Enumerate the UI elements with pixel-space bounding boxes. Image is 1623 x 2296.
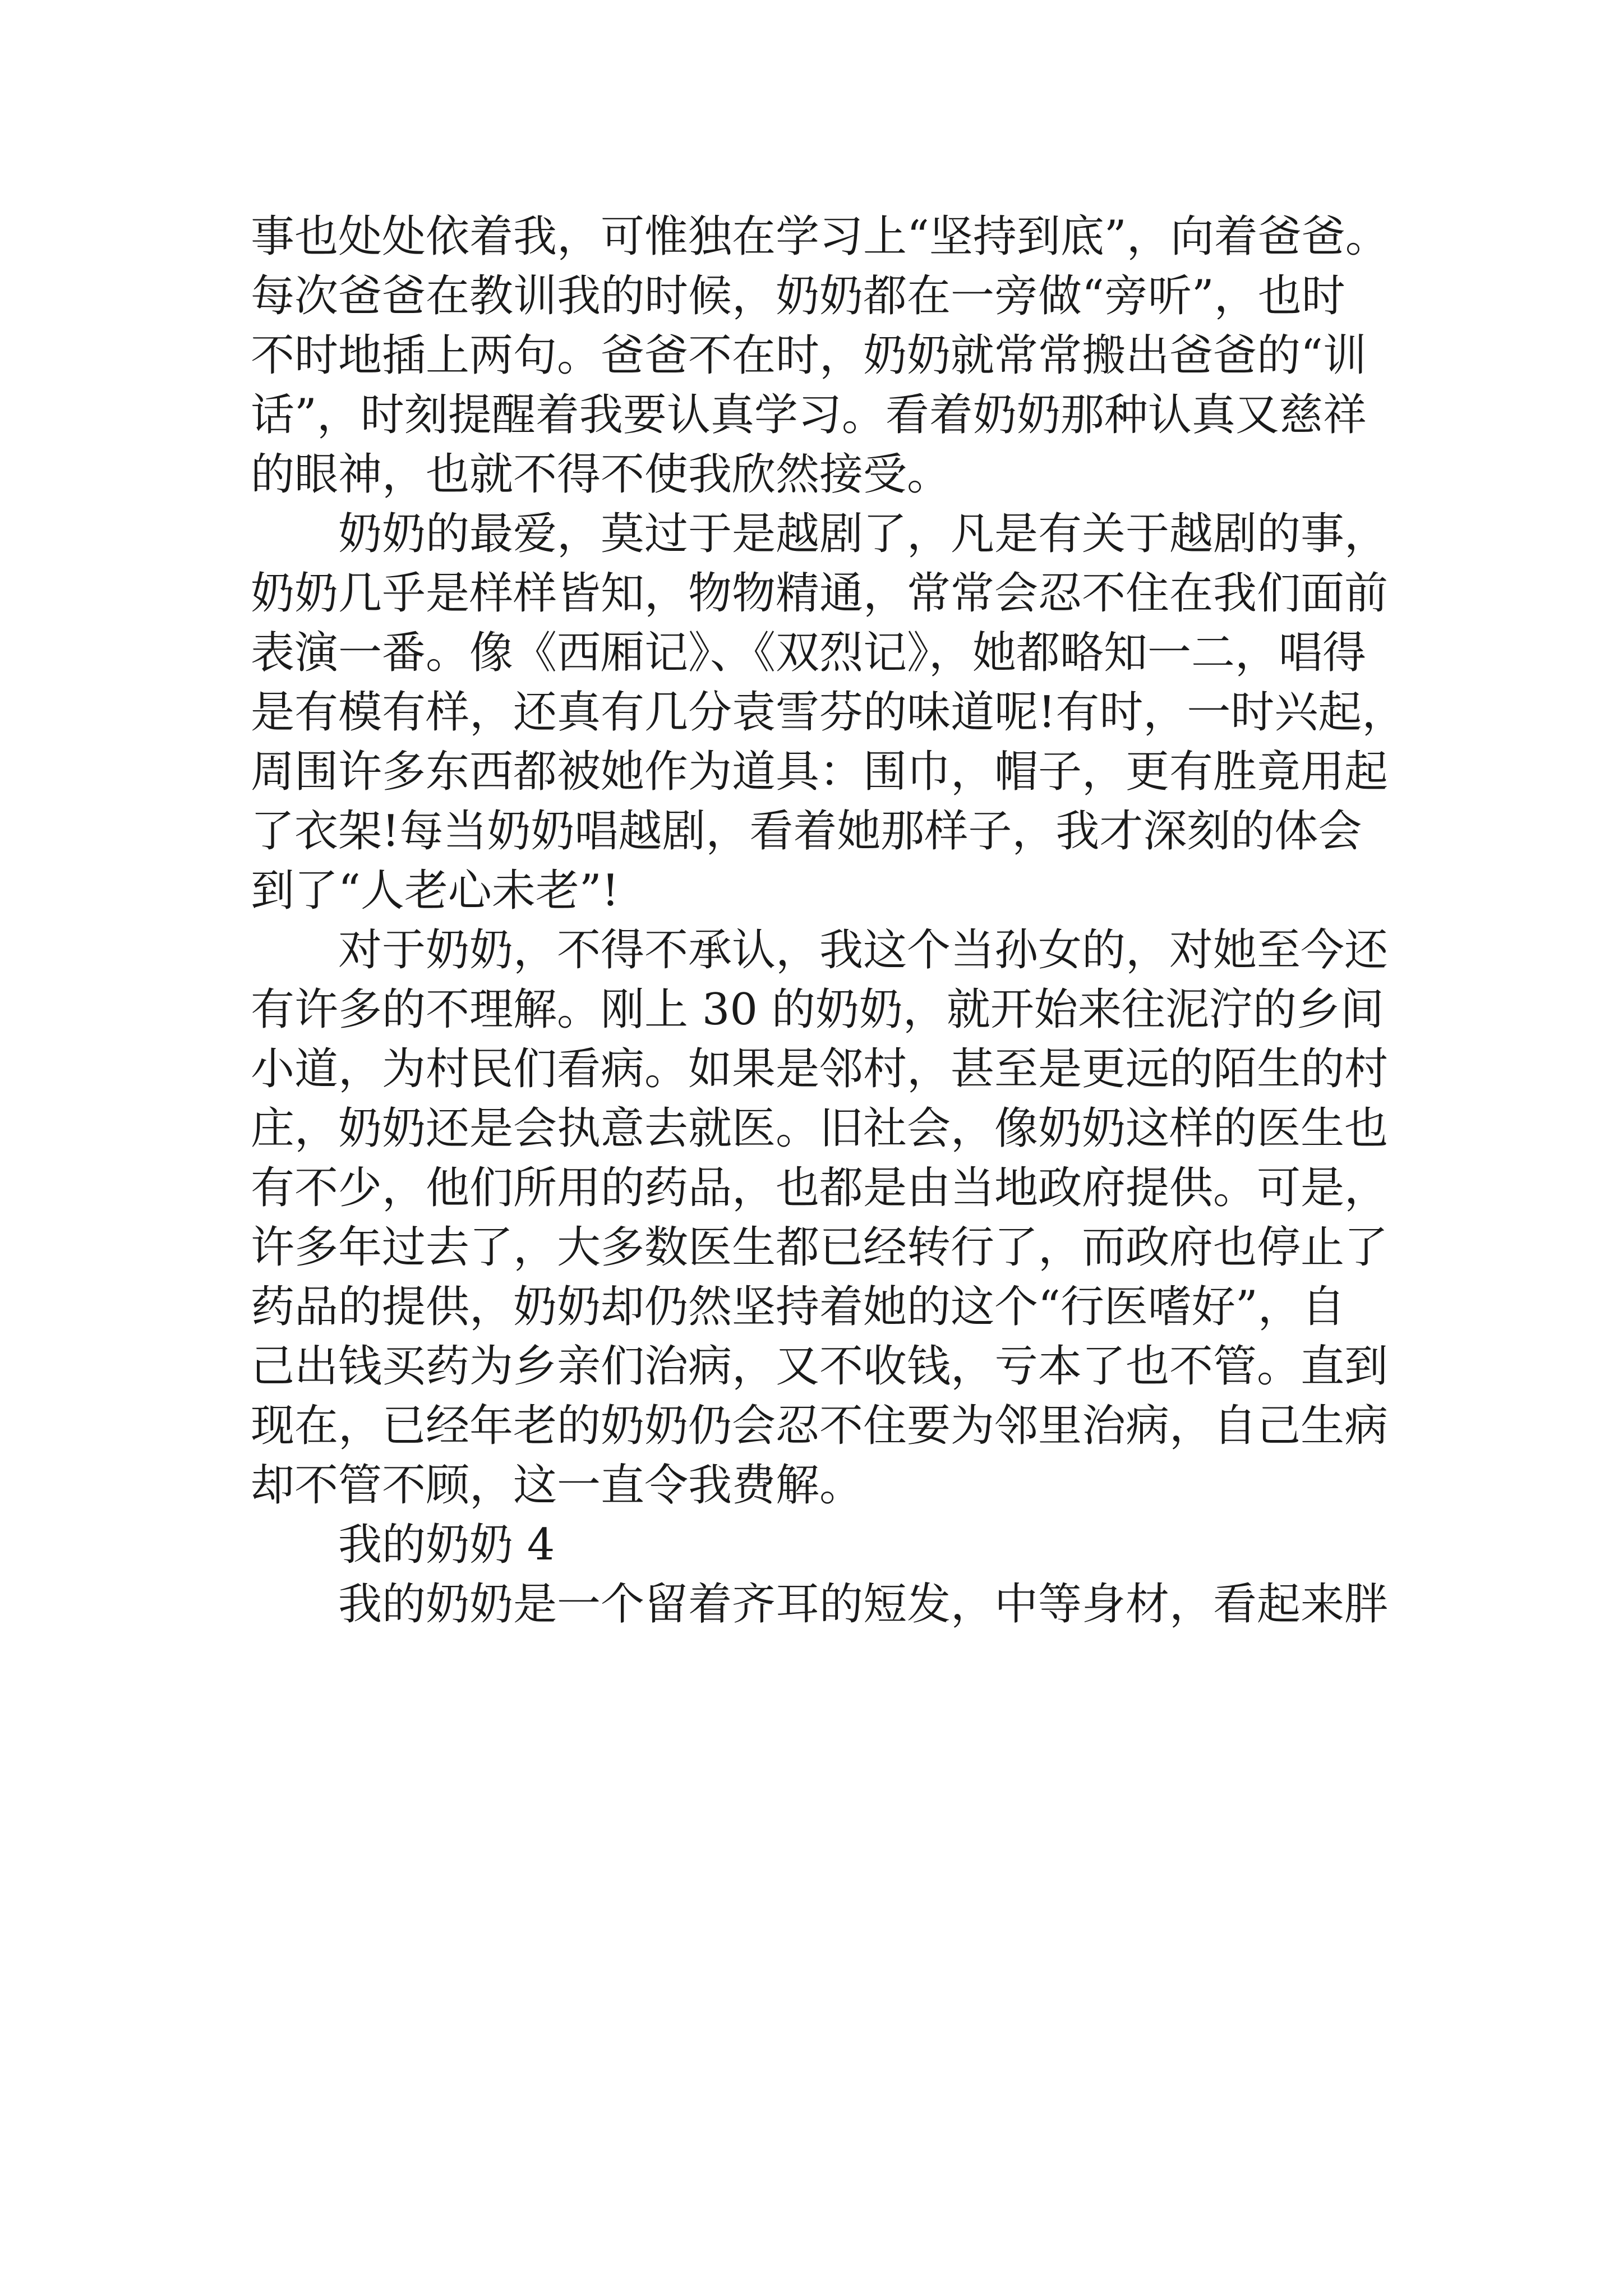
text-line: 事也处处依着我，可惟独在学习上“坚持到底”，向着爸爸。: [251, 211, 1389, 262]
text-line: 己出钱买药为乡亲们治病，又不收钱，亏本了也不管。直到: [251, 1341, 1389, 1392]
text-line: 了衣架!每当奶奶唱越剧，看着她那样子，我才深刻的体会: [251, 806, 1362, 857]
paragraph-start-line: 我的奶奶是一个留着齐耳的短发，中等身材，看起来胖: [338, 1579, 1389, 1630]
text-line: 是有模有样，还真有几分袁雪芬的味道呢!有时，一时兴起，: [251, 687, 1406, 738]
text-line: 周围许多东西都被她作为道具：围巾，帽子，更有胜竟用起: [251, 747, 1389, 797]
text-line: 话”，时刻提醒着我要认真学习。看着奶奶那种认真又慈祥: [251, 390, 1367, 440]
text-line: 庄，奶奶还是会执意去就医。旧社会，像奶奶这样的医生也: [251, 1103, 1389, 1154]
text-line: 表演一番。像《西厢记》、《双烈记》，她都略知一二，唱得: [251, 628, 1367, 678]
text-line: 现在，已经年老的奶奶仍会忍不住要为邻里治病，自己生病: [251, 1401, 1389, 1451]
text-line: 许多年过去了，大多数医生都已经转行了，而政府也停止了: [251, 1222, 1389, 1273]
text-line: 小道，为村民们看病。如果是邻村，甚至是更远的陌生的村: [251, 1044, 1389, 1094]
section-heading: 我的奶奶 4: [338, 1520, 555, 1570]
paragraph-start-line: 奶奶的最爱，莫过于是越剧了，凡是有关于越剧的事，: [338, 509, 1389, 559]
text-line: 奶奶几乎是样样皆知，物物精通，常常会忍不住在我们面前: [251, 568, 1389, 619]
text-line: 药品的提供，奶奶却仍然坚持着她的这个“行医嗜好”，自: [251, 1282, 1345, 1332]
text-line: 有许多的不理解。刚上 30 的奶奶，就开始来往泥泞的乡间: [251, 984, 1384, 1035]
paragraph-start-line: 对于奶奶，不得不承认，我这个当孙女的，对她至今还: [338, 925, 1389, 976]
text-line: 有不少，他们所用的药品，也都是由当地政府提供。可是，: [251, 1163, 1389, 1213]
body-text: [251, 207, 1406, 1634]
text-line: 的眼神，也就不得不使我欣然接受。: [251, 449, 951, 500]
text-line: 每次爸爸在教训我的时候，奶奶都在一旁做“旁听”，也时: [251, 271, 1345, 321]
text-line: 不时地插上两句。爸爸不在时，奶奶就常常搬出爸爸的“训: [251, 330, 1367, 381]
text-line: 到了“人老心未老”!: [251, 866, 620, 916]
text-line: 却不管不顾，这一直令我费解。: [251, 1460, 864, 1511]
